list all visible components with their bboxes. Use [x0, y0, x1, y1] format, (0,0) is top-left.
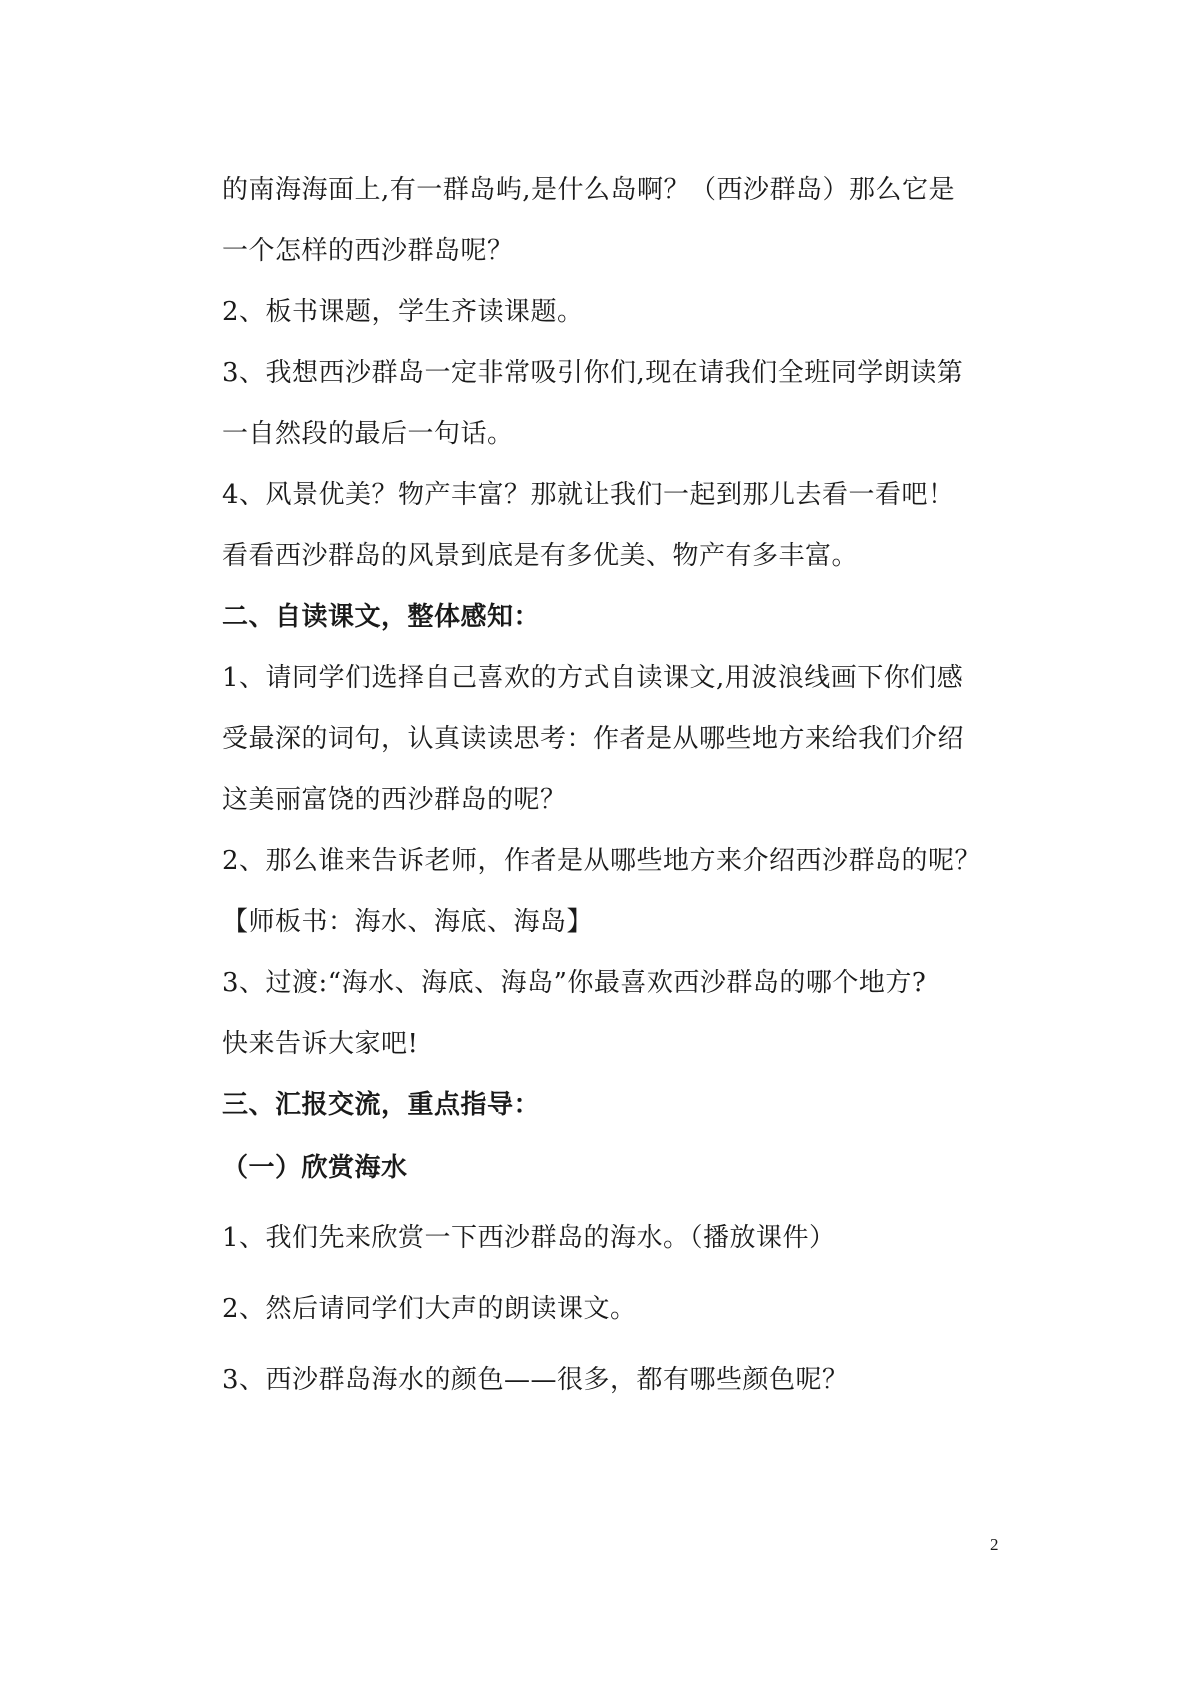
paragraph-line-14: 3、过渡:“海水、海底、海岛”你最喜欢西沙群岛的哪个地方? [222, 968, 927, 998]
subsection-heading-1: （一）欣赏海水 [222, 1153, 408, 1183]
paragraph-line-20: 3、西沙群岛海水的颜色——很多，都有哪些颜色呢？ [222, 1365, 849, 1395]
paragraph-line-18: 1、我们先来欣赏一下西沙群岛的海水。（播放课件） [222, 1223, 836, 1253]
paragraph-line-5: 一自然段的最后一句话。 [222, 419, 514, 449]
paragraph-line-2: 一个怎样的西沙群岛呢？ [222, 236, 514, 266]
section-heading-2: 二、自读课文，整体感知： [222, 602, 541, 632]
paragraph-line-3: 2、板书课题，学生齐读课题。 [222, 297, 584, 327]
paragraph-line-7: 看看西沙群岛的风景到底是有多优美、物产有多丰富。 [222, 541, 859, 571]
paragraph-line-12: 2、那么谁来告诉老师，作者是从哪些地方来介绍西沙群岛的呢？ [222, 846, 982, 876]
paragraph-line-13: 【师板书：海水、海底、海岛】 [222, 907, 594, 937]
paragraph-line-15: 快来告诉大家吧! [222, 1029, 419, 1059]
paragraph-line-10: 受最深的词句，认真读读思考：作者是从哪些地方来给我们介绍 [222, 724, 965, 754]
paragraph-line-1: 的南海海面上,有一群岛屿,是什么岛啊？（西沙群岛）那么它是 [222, 175, 956, 205]
paragraph-line-19: 2、然后请同学们大声的朗读课文。 [222, 1294, 637, 1324]
paragraph-line-4: 3、我想西沙群岛一定非常吸引你们,现在请我们全班同学朗读第 [222, 358, 964, 388]
paragraph-line-11: 这美丽富饶的西沙群岛的呢？ [222, 785, 567, 815]
page-number: 2 [990, 1535, 999, 1554]
paragraph-line-6: 4、风景优美？物产丰富？那就让我们一起到那儿去看一看吧！ [222, 480, 955, 510]
section-heading-3: 三、汇报交流，重点指导： [222, 1090, 541, 1120]
paragraph-line-9: 1、请同学们选择自己喜欢的方式自读课文,用波浪线画下你们感 [222, 663, 964, 693]
